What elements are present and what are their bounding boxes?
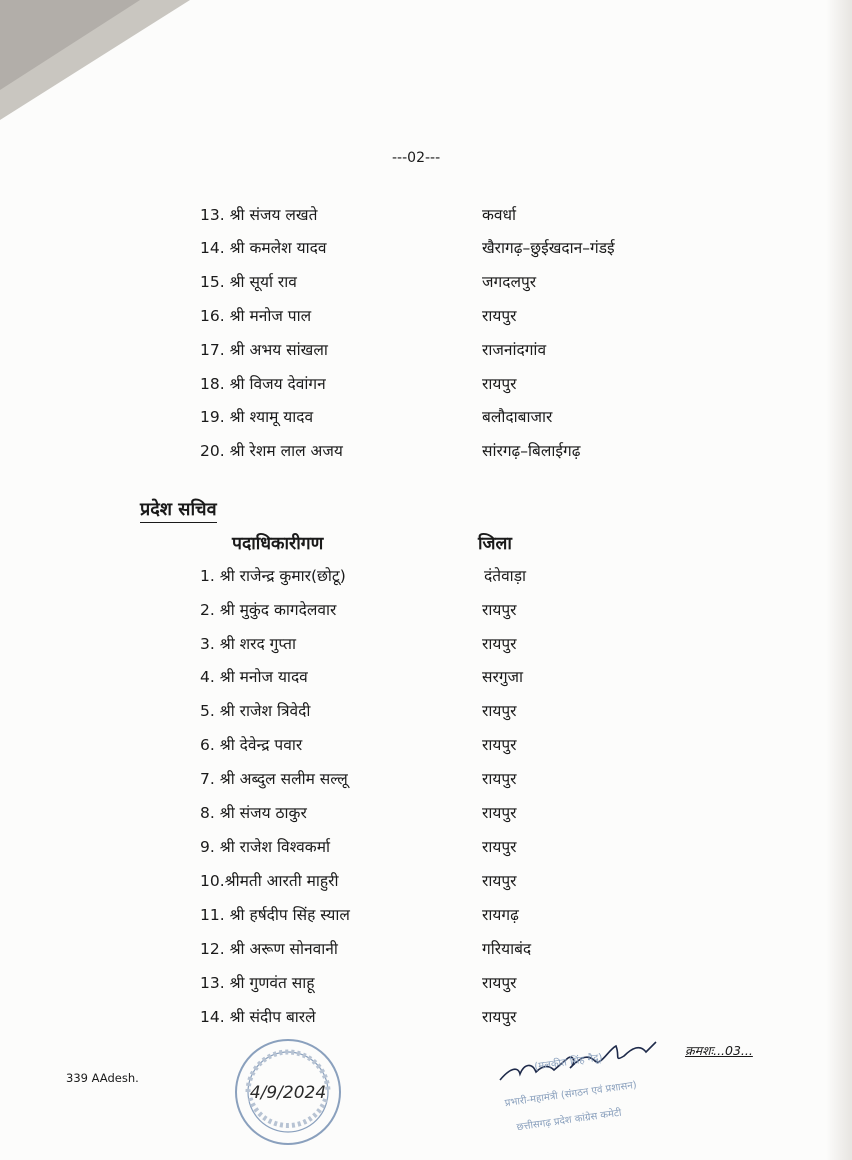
- list-item: [200, 767, 720, 793]
- secretary-name: 11. श्री हर्षदीप सिंह स्याल: [200, 906, 350, 924]
- page-edge-shadow: [826, 0, 852, 1160]
- list-item: [200, 372, 720, 398]
- seal-date: 4/9/2024: [249, 1083, 327, 1103]
- district-column-header: जिला: [478, 534, 512, 554]
- secretary-name: 14. श्री संदीप बारले: [200, 1008, 316, 1026]
- member-name: 18. श्री विजय देवांगन: [200, 375, 326, 393]
- list-item: [200, 699, 720, 725]
- secretary-name: 5. श्री राजेश त्रिवेदी: [200, 702, 311, 720]
- member-name: 19. श्री श्यामू यादव: [200, 408, 314, 426]
- secretary-district: रायपुर: [482, 974, 517, 992]
- secretary-district: रायपुर: [482, 872, 517, 890]
- member-name: 17. श्री अभय सांखला: [200, 341, 328, 359]
- secretary-name: 9. श्री राजेश विश्वकर्मा: [200, 838, 330, 856]
- member-name: 16. श्री मनोज पाल: [200, 307, 312, 325]
- member-name: 14. श्री कमलेश यादव: [200, 239, 327, 257]
- secretary-district: रायपुर: [482, 1008, 517, 1026]
- list-item: [200, 632, 720, 658]
- section-title: प्रदेश सचिव: [140, 497, 217, 523]
- secretary-district: रायपुर: [482, 736, 517, 754]
- secretary-district: रायपुर: [482, 635, 517, 653]
- list-item: [200, 236, 720, 262]
- list-item: [200, 801, 720, 827]
- list-item: [200, 439, 720, 465]
- secretary-district: रायगढ़: [482, 906, 519, 924]
- office-seal: [232, 1036, 344, 1148]
- list-item: [200, 405, 720, 431]
- member-name: 20. श्री रेशम लाल अजय: [200, 442, 343, 460]
- list-item: [200, 270, 720, 296]
- member-district: रायपुर: [482, 307, 517, 325]
- member-district: रायपुर: [482, 375, 517, 393]
- list-item: [200, 869, 720, 895]
- member-district: सांरगढ़–बिलाईगढ़: [482, 442, 581, 460]
- member-district: जगदलपुर: [482, 273, 537, 291]
- list-item: [200, 971, 720, 997]
- list-item: [200, 835, 720, 861]
- member-district: बलौदाबाजार: [482, 408, 553, 426]
- member-district: राजनांदगांव: [482, 341, 547, 359]
- secretary-name: 13. श्री गुणवंत साहू: [200, 974, 315, 992]
- document-reference: 339 AAdesh.: [66, 1071, 139, 1085]
- secretary-name: 10.श्रीमती आरती माहुरी: [200, 872, 339, 890]
- member-district: कवर्धा: [482, 206, 517, 224]
- list-item: [200, 304, 720, 330]
- signatory-designation: प्रभारी-महामंत्री (संगठन एवं प्रशासन): [504, 1079, 638, 1110]
- secretary-name: 6. श्री देवेन्द्र पवार: [200, 736, 303, 754]
- secretary-district: दंतेवाड़ा: [484, 567, 527, 585]
- member-district: खैरागढ़–छुईखदान–गंडई: [482, 239, 615, 257]
- secretary-name: 3. श्री शरद गुप्ता: [200, 635, 297, 653]
- secretary-district: रायपुर: [482, 838, 517, 856]
- officials-column-header: पदाधिकारीगण: [232, 534, 324, 554]
- secretary-district: गरियाबंद: [482, 940, 532, 958]
- list-item: [200, 937, 720, 963]
- list-item: [200, 665, 720, 691]
- list-item: [200, 338, 720, 364]
- signature-block: [490, 1028, 690, 1143]
- page-number: ---02---: [392, 150, 441, 166]
- secretary-district: सरगुजा: [482, 668, 524, 686]
- secretary-name: 4. श्री मनोज यादव: [200, 668, 308, 686]
- continued-marker: क्रमशः...03...: [685, 1043, 753, 1058]
- member-name: 13. श्री संजय लखते: [200, 206, 318, 224]
- secretary-name: 8. श्री संजय ठाकुर: [200, 804, 307, 822]
- list-item: [200, 733, 720, 759]
- secretary-name: 7. श्री अब्दुल सलीम सल्लू: [200, 770, 348, 788]
- list-item: [200, 598, 720, 624]
- secretary-district: रायपुर: [482, 702, 517, 720]
- secretary-name: 2. श्री मुकुंद कागदेलवार: [200, 601, 337, 619]
- list-item: [200, 203, 720, 229]
- member-name: 15. श्री सूर्या राव: [200, 273, 297, 291]
- folded-corner-shadow: [0, 0, 140, 90]
- secretary-name: 12. श्री अरूण सोनवानी: [200, 940, 338, 958]
- secretary-district: रायपुर: [482, 804, 517, 822]
- list-item: [200, 564, 720, 590]
- list-item: [200, 903, 720, 929]
- secretary-district: रायपुर: [482, 601, 517, 619]
- secretary-name: 1. श्री राजेन्द्र कुमार(छोटू): [200, 567, 346, 585]
- signatory-name: (मलकीत सिंह गैदू): [533, 1052, 604, 1073]
- signatory-organization: छत्तीसगढ़ प्रदेश कांग्रेस कमेटी: [515, 1107, 623, 1134]
- secretary-district: रायपुर: [482, 770, 517, 788]
